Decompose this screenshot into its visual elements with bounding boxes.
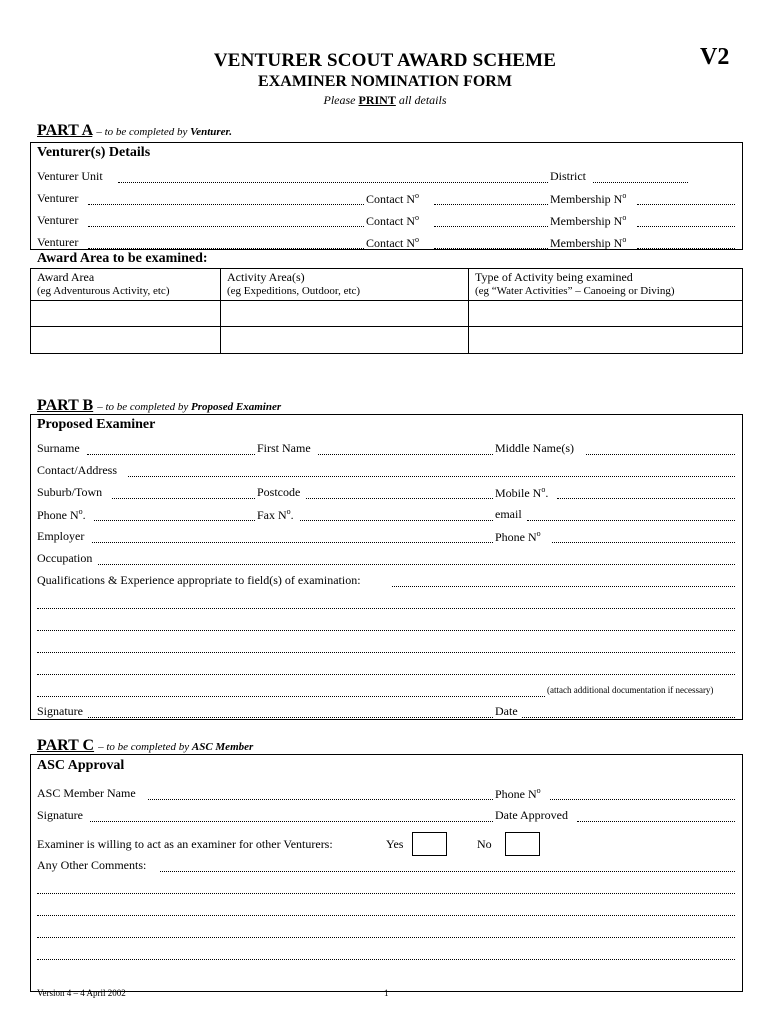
date-label: Date [495, 704, 518, 718]
email-label: email [495, 507, 522, 521]
qualifications-field[interactable] [392, 586, 735, 587]
date-approved-field[interactable] [577, 821, 735, 822]
part-b-heading [37, 397, 281, 415]
venturer-1-label: Venturer [37, 191, 79, 205]
no-checkbox[interactable] [505, 832, 540, 856]
instruction-post: all details [398, 93, 447, 107]
venturer-unit-field[interactable] [118, 182, 548, 183]
postcode-field[interactable] [306, 498, 493, 499]
employer-field[interactable] [92, 542, 493, 543]
mobile-label: Mobile $N^o$. [495, 485, 549, 500]
asc-phone-field[interactable] [550, 799, 735, 800]
contact-address-field[interactable] [128, 476, 735, 477]
employer-label: Employer [37, 529, 85, 543]
suburb-label: Suburb/Town [37, 485, 103, 499]
fax-label: Fax $N^o$. [257, 507, 294, 522]
surname-label: Surname [37, 441, 80, 455]
first-name-field[interactable] [318, 454, 493, 455]
award-area-title: Award Area to be examined: [37, 251, 208, 266]
date-approved-label: Date Approved [495, 808, 568, 822]
activity-area-header: Activity Area(s) (eg Expeditions, Outdoor, etc) [221, 269, 469, 301]
part-a-heading [37, 122, 232, 140]
venturer-1-field[interactable] [88, 204, 364, 205]
activity-type-cell[interactable] [469, 327, 743, 354]
asc-phone-label: Phone $N^o$ [495, 786, 541, 801]
part-c-who: ASC Member [191, 741, 254, 753]
asc-approval-box [30, 754, 743, 992]
contact-1-label: Contact $N^o$ [366, 191, 419, 206]
surname-field[interactable] [87, 454, 255, 455]
membership-1-field[interactable] [637, 204, 735, 205]
membership-3-label: Membership $N^o$ [550, 235, 627, 250]
fax-field[interactable] [300, 520, 493, 521]
contact-2-field[interactable] [434, 226, 548, 227]
award-table-header [31, 269, 743, 301]
middle-names-label: Middle Name(s) [495, 441, 574, 455]
phone-field[interactable] [94, 520, 255, 521]
venturer-3-field[interactable] [88, 248, 364, 249]
contact-1-field[interactable] [434, 204, 548, 205]
attach-note: (attach additional documentation if necessary) [547, 685, 714, 695]
yes-label: Yes [386, 837, 404, 851]
venturer-unit-label: Venturer Unit [37, 169, 103, 183]
date-field[interactable] [522, 717, 735, 718]
activity-type-cell[interactable] [469, 301, 743, 327]
comments-label: Any Other Comments: [37, 858, 147, 872]
part-b-who: Proposed Examiner [190, 401, 282, 413]
willing-label: Examiner is willing to act as an examiner for other Venturers: [37, 837, 333, 851]
qualifications-line[interactable] [37, 652, 735, 653]
award-area-cell[interactable] [31, 301, 221, 327]
footer-version: Version 4 – 4 April 2002 [37, 988, 126, 998]
form-instruction [0, 93, 770, 108]
yes-checkbox[interactable] [412, 832, 447, 856]
asc-approval-title: ASC Approval [37, 758, 125, 773]
award-area-cell[interactable] [31, 327, 221, 354]
membership-2-field[interactable] [637, 226, 735, 227]
form-subtitle: EXAMINER NOMINATION FORM [258, 73, 512, 90]
contact-3-field[interactable] [434, 248, 548, 249]
contact-2-label: Contact $N^o$ [366, 213, 419, 228]
signature-label: Signature [37, 704, 83, 718]
contact-3-label: Contact $N^o$ [366, 235, 419, 250]
activity-type-header: Type of Activity being examined (eg “Water Activities” – Canoeing or Diving) [469, 269, 743, 301]
activity-area-cell[interactable] [221, 327, 469, 354]
instruction-pre: Please [323, 93, 356, 107]
comments-line[interactable] [37, 893, 735, 894]
part-b-note: – to be completed by [97, 401, 189, 413]
part-a-label: PART A [37, 122, 93, 139]
form-version: V2 [700, 44, 730, 70]
part-c-note: – to be completed by [98, 741, 190, 753]
employer-phone-label: Phone $N^o$ [495, 529, 541, 544]
part-c-label: PART C [37, 737, 95, 754]
signature-field[interactable] [88, 717, 493, 718]
postcode-label: Postcode [257, 485, 301, 499]
qualifications-line[interactable] [37, 630, 735, 631]
qualifications-line[interactable] [37, 674, 735, 675]
qualifications-label: Qualifications & Experience appropriate to field(s) of examination: [37, 573, 361, 587]
venturer-details-title: Venturer(s) Details [37, 145, 151, 160]
table-row [31, 301, 743, 327]
no-label: No [477, 837, 492, 851]
comments-line[interactable] [37, 937, 735, 938]
footer-page-number: 1 [384, 988, 389, 998]
part-b-label: PART B [37, 397, 94, 414]
part-a-note: – to be completed by [96, 126, 188, 138]
first-name-label: First Name [257, 441, 311, 455]
membership-2-label: Membership $N^o$ [550, 213, 627, 228]
comments-line[interactable] [37, 959, 735, 960]
contact-address-label: Contact/Address [37, 463, 117, 477]
part-a-who: Venturer. [190, 126, 232, 138]
instruction-print: PRINT [358, 93, 396, 107]
email-field[interactable] [527, 520, 735, 521]
proposed-examiner-title: Proposed Examiner [37, 417, 156, 432]
occupation-label: Occupation [37, 551, 93, 565]
comments-field[interactable] [160, 871, 735, 872]
asc-signature-field[interactable] [90, 821, 493, 822]
venturer-2-field[interactable] [88, 226, 364, 227]
membership-3-field[interactable] [637, 248, 735, 249]
form-title: VENTURER SCOUT AWARD SCHEME [213, 50, 557, 71]
employer-phone-field[interactable] [552, 542, 735, 543]
suburb-field[interactable] [112, 498, 255, 499]
middle-names-field[interactable] [586, 454, 735, 455]
asc-member-name-field[interactable] [148, 799, 493, 800]
district-field[interactable] [593, 182, 688, 183]
membership-1-label: Membership $N^o$ [550, 191, 627, 206]
award-area-header: Award Area (eg Adventurous Activity, etc) [31, 269, 221, 301]
venturer-3-label: Venturer [37, 235, 79, 249]
phone-label: Phone $N^o$. [37, 507, 86, 522]
asc-signature-label: Signature [37, 808, 83, 822]
activity-area-cell[interactable] [221, 301, 469, 327]
asc-member-name-label: ASC Member Name [37, 786, 136, 800]
table-row [31, 327, 743, 354]
part-c-heading [37, 737, 253, 755]
qualifications-line[interactable] [37, 608, 735, 609]
venturer-2-label: Venturer [37, 213, 79, 227]
award-area-table [30, 268, 743, 354]
comments-line[interactable] [37, 915, 735, 916]
qualifications-line[interactable] [37, 696, 545, 697]
occupation-field[interactable] [98, 564, 735, 565]
district-label: District [550, 169, 586, 183]
mobile-field[interactable] [557, 498, 735, 499]
